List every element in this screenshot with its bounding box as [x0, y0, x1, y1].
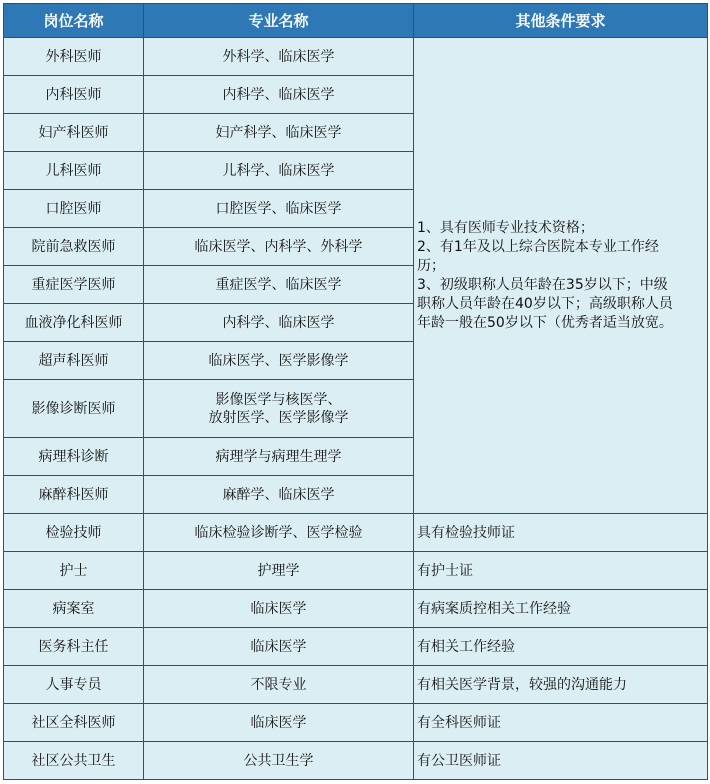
position-cell: 妇产科医师: [4, 114, 144, 152]
position-cell: 血液净化科医师: [4, 304, 144, 342]
position-cell: 麻醉科医师: [4, 476, 144, 514]
major-cell: 临床医学、医学影像学: [144, 342, 414, 380]
requirement-cell: 具有检验技师证: [414, 514, 708, 552]
requirements-table: [3, 3, 708, 780]
position-cell: 重症医学医师: [4, 266, 144, 304]
position-cell: 病理科诊断: [4, 438, 144, 476]
major-cell: 口腔医学、临床医学: [144, 190, 414, 228]
major-cell: 儿科学、临床医学: [144, 152, 414, 190]
major-cell: 临床医学: [144, 704, 414, 742]
requirement-cell: 有全科医师证: [414, 704, 708, 742]
major-cell: 内科学、临床医学: [144, 76, 414, 114]
major-cell: 重症医学、临床医学: [144, 266, 414, 304]
position-cell: 院前急救医师: [4, 228, 144, 266]
table-row: [4, 742, 708, 780]
position-cell: 病案室: [4, 590, 144, 628]
major-cell: [144, 380, 414, 438]
major-cell: 病理学与病理生理学: [144, 438, 414, 476]
table-row: [4, 666, 708, 704]
major-cell: 麻醉学、临床医学: [144, 476, 414, 514]
position-cell: 人事专员: [4, 666, 144, 704]
header-position: 岗位名称: [4, 4, 144, 38]
position-cell: 口腔医师: [4, 190, 144, 228]
major-cell: 临床检验诊断学、医学检验: [144, 514, 414, 552]
requirement-cell: 有相关工作经验: [414, 628, 708, 666]
position-cell: 社区全科医师: [4, 704, 144, 742]
major-cell: 临床医学、内科学、外科学: [144, 228, 414, 266]
position-cell: 影像诊断医师: [4, 380, 144, 438]
position-cell: 检验技师: [4, 514, 144, 552]
position-cell: 外科医师: [4, 38, 144, 76]
requirement-cell: 有病案质控相关工作经验: [414, 590, 708, 628]
position-cell: 超声科医师: [4, 342, 144, 380]
position-cell: 内科医师: [4, 76, 144, 114]
major-cell: 临床医学: [144, 590, 414, 628]
position-cell: 儿科医师: [4, 152, 144, 190]
requirement-line: 职称人员年龄在40岁以下；高级职称人员: [417, 295, 673, 312]
requirement-line: 年龄一般在50岁以下（优秀者适当放宽。: [417, 314, 673, 331]
major-cell: 外科学、临床医学: [144, 38, 414, 76]
requirement-cell: 有护士证: [414, 552, 708, 590]
table-row: [4, 704, 708, 742]
requirement-line: 3、初级职称人员年龄在35岁以下；中级: [417, 276, 668, 293]
major-line: 影像医学与核医学、: [215, 391, 342, 408]
major-line: 放射医学、医学影像学: [208, 409, 349, 426]
table-row: [4, 628, 708, 666]
major-cell: 内科学、临床医学: [144, 304, 414, 342]
major-cell: 公共卫生学: [144, 742, 414, 780]
position-cell: 社区公共卫生: [4, 742, 144, 780]
table-row: [4, 552, 708, 590]
position-cell: 护士: [4, 552, 144, 590]
table-row: [4, 514, 708, 552]
major-cell: 临床医学: [144, 628, 414, 666]
header-major: 专业名称: [144, 4, 414, 38]
major-cell: 妇产科学、临床医学: [144, 114, 414, 152]
requirement-line: 历；: [417, 257, 445, 274]
requirement-cell: 有公卫医师证: [414, 742, 708, 780]
position-cell: 医务科主任: [4, 628, 144, 666]
requirement-line: 2、有1年及以上综合医院本专业工作经: [417, 238, 659, 255]
header-row: [4, 4, 708, 38]
header-requirements: 其他条件要求: [414, 4, 708, 38]
requirement-cell: 有相关医学背景，较强的沟通能力: [414, 666, 708, 704]
major-cell: 护理学: [144, 552, 414, 590]
table-row: [4, 590, 708, 628]
table-row: [4, 38, 708, 76]
major-cell: 不限专业: [144, 666, 414, 704]
merged-requirement-cell: [414, 38, 708, 514]
requirement-line: 1、具有医师专业技术资格；: [417, 219, 594, 236]
